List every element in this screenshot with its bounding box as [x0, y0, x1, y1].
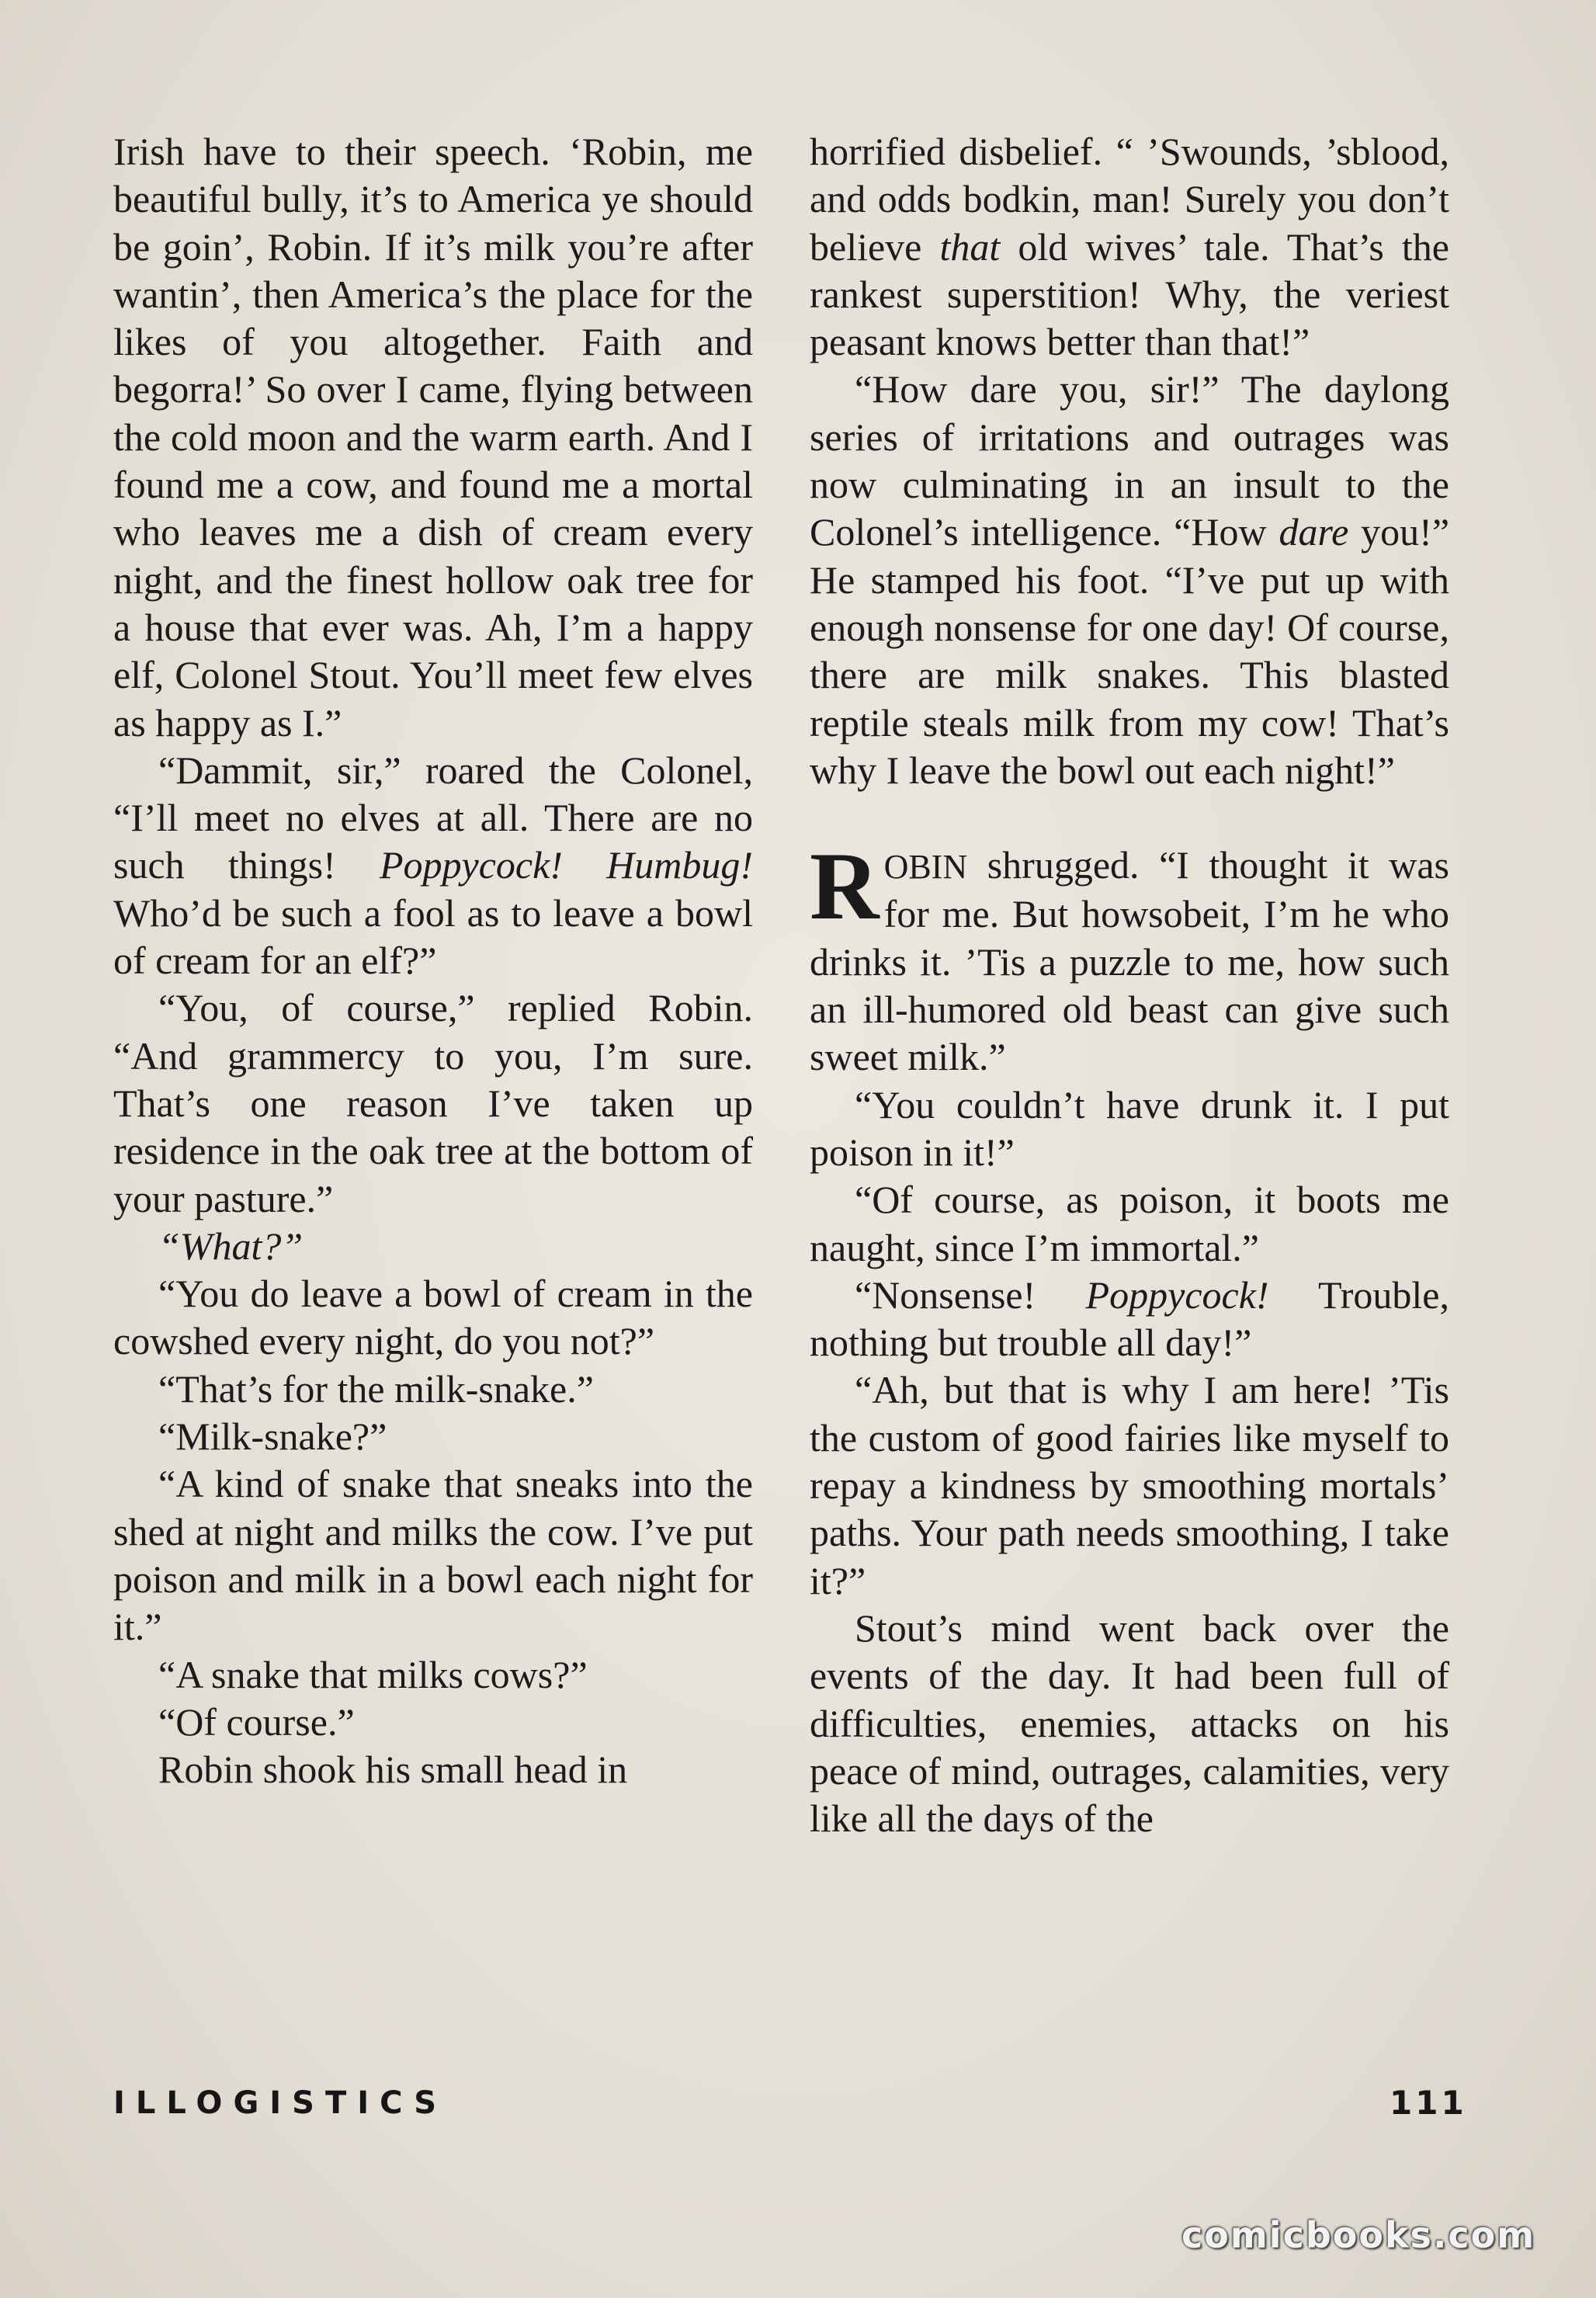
paragraph: “You, of course,” replied Robin. “And grammercy to you, I’m sure. That’s one reason I’ve taken up residence in the oak tree at the bottom of your pasture.”	[113, 986, 753, 1220]
right-text-column	[810, 128, 1449, 1842]
paragraph: “That’s for the milk-snake.”	[158, 1366, 594, 1411]
text-run: Trouble, nothing but trouble all day!”	[810, 1272, 1449, 1365]
paragraph-section-start	[810, 833, 1449, 1081]
running-title: ILLOGISTICS	[113, 2085, 448, 2121]
paragraph: “A snake that milks cows?”	[158, 1652, 588, 1696]
paragraph: “Milk-snake?”	[158, 1415, 387, 1459]
paragraph: Stout’s mind went back over the events of the day. It had been full of difficulties, enemies, attacks on his peace of mind, outrages, calamities, very like all the days of the	[810, 1605, 1449, 1841]
small-caps-text: OBIN	[883, 848, 968, 887]
italic-text: dare	[1279, 510, 1349, 554]
text-run: “Dammit, sir,” roared the Colonel, “I’ll meet no elves at all. There are no such things!	[113, 748, 753, 887]
text-run: you!” He stamped his foot. “I’ve put up with enough nonsense for one day! Of course, there are milk snakes. This blasted reptile steals milk from my cow! That’s why I leave the bowl out each night!”	[810, 510, 1450, 792]
text-run: “How dare you, sir!” The daylong series of irritations and outrages was now culminating in an insult to the Colonel’s intelligence. “How	[810, 367, 1449, 554]
page-number: 111	[1390, 2084, 1467, 2122]
text-run: old wives’ tale. That’s the rankest superstition! Why, the veriest peasant knows better than that!”	[810, 224, 1449, 364]
site-watermark[interactable]: comicbooks.com	[1181, 2214, 1536, 2256]
paragraph: “A kind of snake that sneaks into the shed at night and milks the cow. I’ve put poison and milk in a bowl each night for it.”	[113, 1462, 753, 1649]
paragraph: “You couldn’t have drunk it. I put poison in it!”	[810, 1082, 1449, 1174]
paragraph	[810, 128, 1449, 366]
italic-text: that	[939, 224, 1001, 269]
italic-text: Poppycock! Humbug!	[379, 843, 753, 887]
paragraph: “Of course.”	[158, 1699, 355, 1744]
text-run: Who’d be such a fool as to leave a bowl of cream for an elf?”	[113, 890, 753, 983]
paragraph: Irish have to their speech. ‘Robin, me beautiful bully, it’s to America ye should be goin’, Robin. If it’s milk you’re after wantin’, then America’s the place for the likes of you altogether. Faith and begorra!’ So over I came, flying between the cold moon and the warm earth. And I found me a cow, and found me a mortal who leaves me a dish of cream every night, and the finest hollow oak tree for a house that ever was. Ah, I’m a happy elf, Colonel Stout. You’ll meet few elves as happy as I.”	[113, 130, 753, 745]
text-run: “Nonsense!	[855, 1272, 1086, 1317]
text-run: shrugged. “I thought it was for me. But howsobeit, I’m he who drinks it. ’Tis a puzzle to me, how such an ill-humored old beast can give such sweet milk.”	[810, 843, 1449, 1079]
paragraph	[113, 1223, 753, 1270]
drop-cap: R	[810, 833, 880, 940]
paragraph: “Of course, as poison, it boots me naught, since I’m immortal.”	[810, 1178, 1449, 1269]
paragraph	[810, 366, 1449, 794]
italic-text: Poppycock!	[1085, 1272, 1269, 1317]
paragraph: “Ah, but that is why I am here! ’Tis the custom of good fairies like myself to repay a kindness by smoothing mortals’ paths. Your path needs smoothing, I take it?”	[810, 1368, 1449, 1602]
left-text-column	[113, 128, 753, 1793]
italic-text: “What?”	[158, 1224, 304, 1268]
paragraph: Robin shook his small head in	[158, 1748, 628, 1792]
paragraph: “You do leave a bowl of cream in the cowshed every night, do you not?”	[113, 1272, 753, 1363]
text-run: horrified disbelief. “ ’Swounds, ’sblood, and odds bodkin, man! Surely you don’t believe	[810, 130, 1449, 269]
paragraph	[810, 1272, 1449, 1367]
paragraph	[113, 747, 753, 984]
